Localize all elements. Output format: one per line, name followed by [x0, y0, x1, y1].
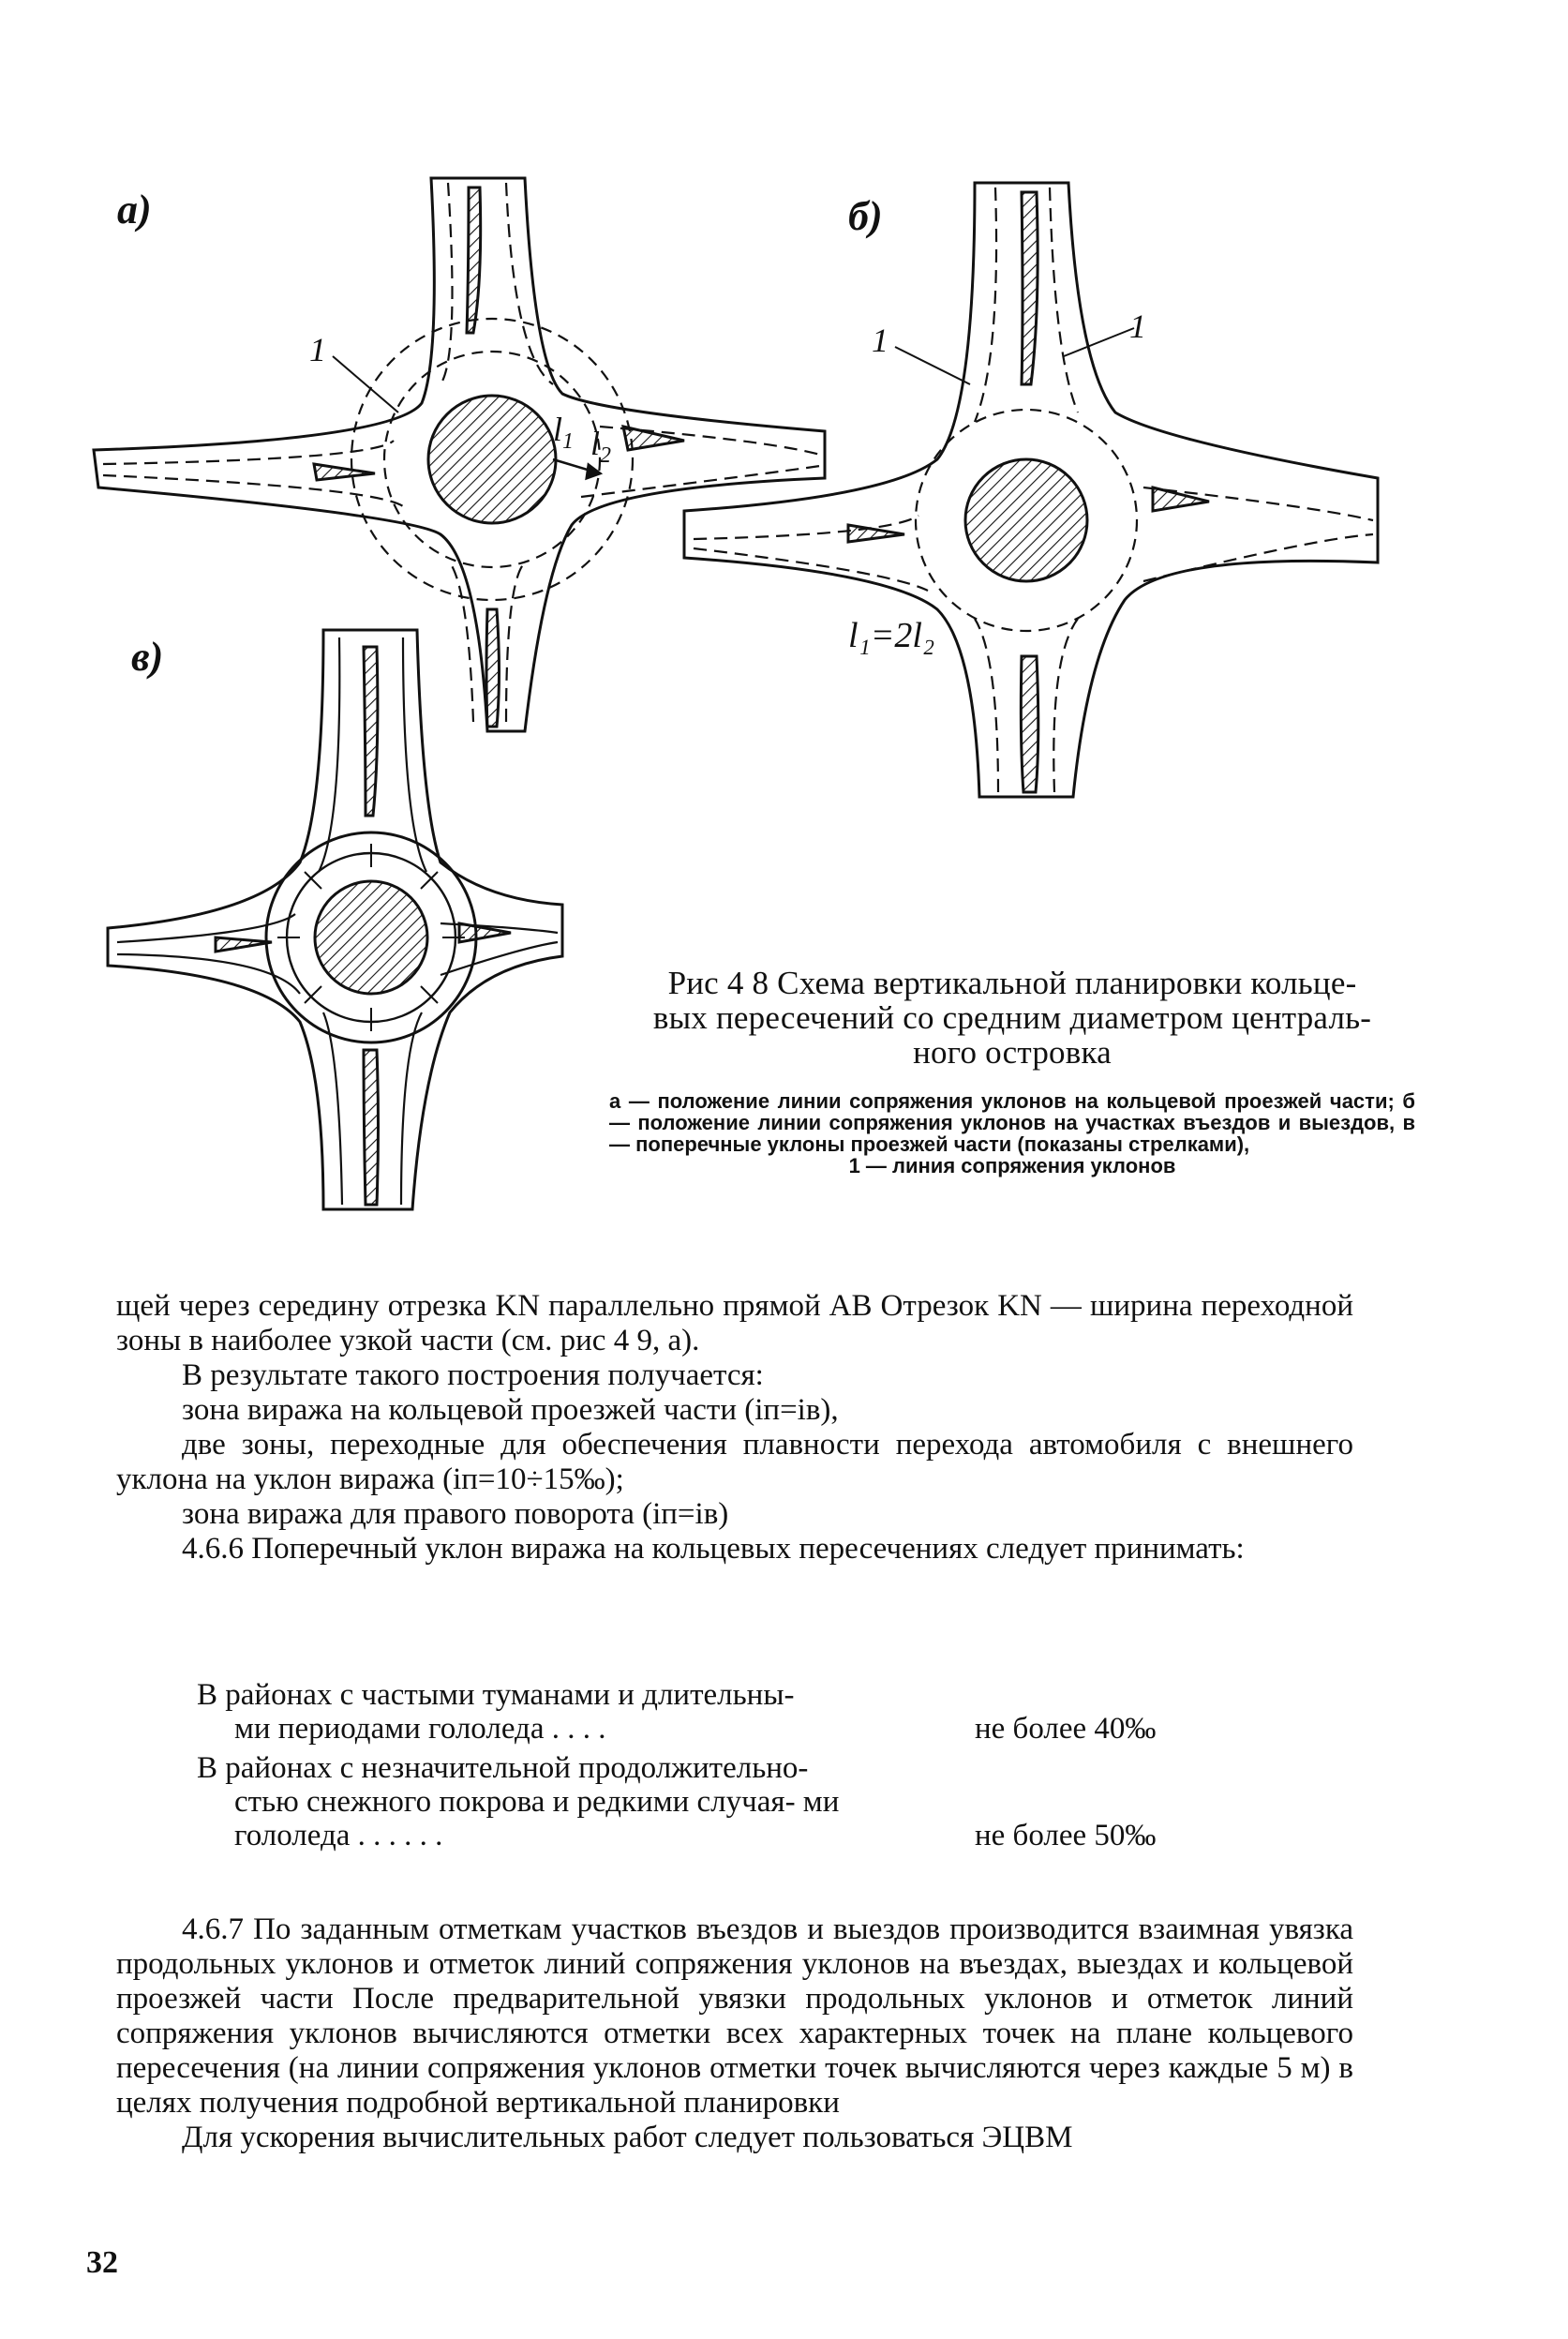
table-value: не более 40‰ — [975, 1712, 1157, 1746]
paragraph: две зоны, переходные для обеспечения плавности перехода автомобиля с внешнего уклона на уклон виража (iп=10÷15‰); — [116, 1428, 1353, 1496]
body-text-top — [116, 1289, 1353, 1567]
paragraph: зона виража на кольцевой проезжей части (iп=iв), — [182, 1393, 839, 1427]
diagram-a — [94, 178, 825, 731]
paragraph: щей через середину отрезка KN параллельно прямой AB Отрезок KN — ширина переходной зоны в наиболее узкой части (см. рис 4 9, а). — [116, 1289, 1353, 1357]
page-number: 32 — [86, 2245, 118, 2280]
label-a: а) — [117, 187, 152, 232]
table-value: не более 50‰ — [975, 1819, 1157, 1852]
slope-table — [197, 1678, 1284, 1858]
marker-1-b-left: 1 — [872, 322, 889, 359]
caption-title: Рис 4 8 Схема вертикальной планировки кольце- вых пересечений со средним диаметром централь- ного островка — [652, 965, 1372, 1071]
table-row: В районах с незначительной продолжительно- стью снежного покрова и редкими случая- ми гололеда . . . . . . не более 50‰ — [197, 1751, 1284, 1852]
label-b: б) — [848, 193, 883, 239]
table-row: В районах с частыми туманами и длительны- ми периодами гололеда . . . . не более 40‰ — [197, 1678, 1284, 1746]
l2-label: $l_2$ — [590, 425, 612, 468]
paragraph: 4.6.6 Поперечный уклон виража на кольцевых пересечениях следует принимать: — [182, 1532, 1245, 1566]
label-v: в) — [131, 634, 164, 680]
paragraph: В результате такого построения получается: — [182, 1358, 764, 1392]
l1-label: $l_1$ — [553, 411, 575, 454]
paragraph: Для ускорения вычислительных работ следует пользоваться ЭЦВМ — [182, 2121, 1073, 2154]
diagram-b — [684, 183, 1378, 797]
body-text-bottom — [116, 1912, 1353, 2155]
formula-l1-2l2: l₁=2l₂ — [848, 616, 935, 655]
marker-1-a: 1 — [309, 331, 326, 368]
paragraph: 4.6.7 По заданным отметкам участков въездов и выездов производится взаимная увязка продольных уклонов и отметок линий сопряжения уклонов на въездах, выездах и кольцевой проезжей части После предварительной увязки продольных уклонов и отметок линий сопряжения уклонов вычисляются отметки всех характерных точек на плане кольцевого пересечения (на линии сопряжения уклонов отметки точек вычисляются через каждые 5 м) в целях получения подробной вертикальной планировки — [116, 1912, 1353, 2120]
caption-legend: а — положение линии сопряжения уклонов на кольцевой проезжей части; б — положение линии сопряжения уклонов на участках въездов и выездов, в — поперечные уклоны проезжей части (показаны стрелками), 1 — линия сопряжения уклонов — [609, 1089, 1415, 1177]
paragraph: зона виража для правого поворота (iп=iв) — [182, 1497, 729, 1531]
marker-1-b-right: 1 — [1129, 307, 1146, 345]
figure-caption — [600, 966, 1425, 1177]
